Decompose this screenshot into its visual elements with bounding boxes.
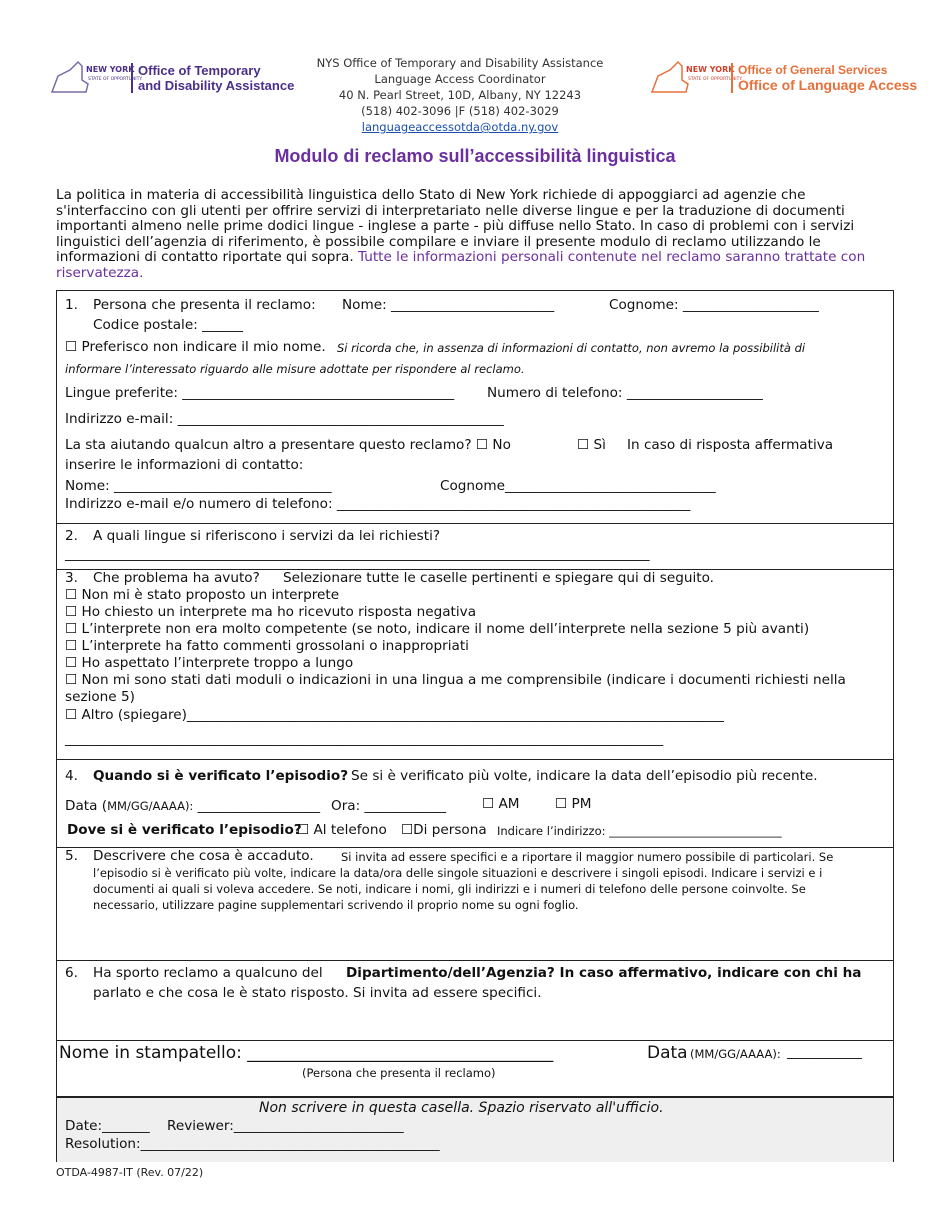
postal-code-field[interactable]: Codice postale: ______: [93, 317, 243, 333]
first-name-field[interactable]: Nome: ________________________: [342, 297, 555, 313]
form-code: OTDA-4987-IT (Rev. 07/22): [56, 1166, 204, 1179]
describe-label: Descrivere che cosa è accaduto.: [93, 848, 314, 864]
time-field[interactable]: Ora: ____________: [331, 798, 447, 814]
anonymous-checkbox[interactable]: ☐ Preferisco non indicare il mio nome.: [65, 339, 326, 355]
where-question: Dove si è verificato l’episodio?: [67, 822, 302, 838]
logo-state: NEW YORK: [86, 65, 135, 74]
reviewer-field: Reviewer:_________________________: [167, 1118, 404, 1134]
anonymous-note: Si ricorda che, in assenza di informazioni di contatto, non avremo la possibilità di: [337, 341, 806, 355]
helper-last-name-field[interactable]: Cognome_______________________________: [440, 478, 716, 494]
new-york-state-icon: [648, 58, 743, 98]
when-question: Quando si è verificato l’episodio?: [93, 768, 349, 784]
intro-paragraph: La politica in materia di accessibilità linguistica dello Stato di New York richiede di appoggiarci ad agenzie che s'interfaccino con gli utenti per offrire servizi di interpretariato nelle diverse lingue e per la traduzione di documenti importanti almeno nelle prime dodici lingue - inglese a parte - più diffuse nello Stato. In caso di problemi con i servizi linguistici dell’agenzia di riferimento, è possibile compilare e inviare il presente modulo di reclamo utilizzando le informazioni di contatto riportate qui sopra. Tutte le informazioni personali contenute nel reclamo saranno trattate con riservatezza.: [56, 187, 866, 281]
helping-yes-checkbox[interactable]: ☐ Sì: [577, 437, 606, 453]
otda-logo: [48, 58, 294, 98]
am-checkbox[interactable]: ☐ AM: [482, 796, 520, 812]
section-1: 1. Persona che presenta il reclamo: Nome: ________________________ Cognome: ____________________ Codice postale: ______ ☐ Preferisco non indicare il mio nome. Si ricorda che, in assenza di informazioni di contatto, non avremo la possibilità di informare l’interessato riguardo alle misure adottate per rispondere al reclamo. Lingue preferite: ________________________________________ Numero di telefono: ____________________ Indirizzo e-mail: ________________________________________________ La sta aiutando qualcun altro a presentare questo reclamo? ☐ No ☐ Sì In caso di risposta affermativa inserire le informazioni di contatto: Nome: ________________________________ Cognome_______________________________ Indirizzo e-mail e/o numero di telefono: ____________________________________________________: [65, 297, 834, 512]
section-5: 5. Descrivere che cosa è accaduto. Si invita ad essere specifici e a riportare il maggior numero possibile di particolari. Se l’episodio si è verificato più volte, indicare la data/ora delle singole situazioni e descrivere i singoli episodi. Indicare i servizi e i documenti ai quali si voleva accedere. Se noti, indicare i nomi, gli indirizzi e i numeri di telefono delle persone coinvolte. Se necessario, utilizzare pagine supplementari scrivendo il proprio nome su ogni foglio.: [57, 847, 893, 960]
header-contact: [300, 55, 620, 135]
option-incompetent[interactable]: ☐ L’interprete non era molto competente (se noto, indicare il nome dell’interprete nella sezione 5 più avanti): [65, 621, 810, 637]
languages-answer-line[interactable]: ______________________________________________________________________________________: [65, 546, 650, 562]
anonymous-note-2: informare l’interessato riguardo alle misure adottate per rispondere al reclamo.: [65, 362, 525, 376]
phone-field[interactable]: Numero di telefono: ____________________: [487, 385, 763, 401]
in-person-checkbox[interactable]: ☐Di persona: [401, 822, 487, 838]
languages-field[interactable]: Lingue preferite: ________________________________________: [65, 385, 455, 401]
confidentiality-note: Tutte le informazioni personali contenute nel reclamo saranno trattate con riservatezza.: [56, 249, 866, 281]
phone-fax: (518) 402-3096 |F (518) 402-3029: [361, 104, 559, 118]
complainant-label: Persona che presenta il reclamo:: [93, 297, 316, 313]
option-no-documents[interactable]: ☐ Non mi sono stati dati moduli o indicazioni in una lingua a me comprensibile (indicare i documenti richiesti nella: [65, 672, 846, 688]
option-other[interactable]: ☐ Altro (spiegare)_______________________________________________________________________________: [65, 707, 724, 723]
otda-logo-text: Office of Temporary and Disability Assistance: [131, 63, 294, 93]
sign-date-field[interactable]: ___________: [787, 1044, 862, 1060]
date-field[interactable]: __________________: [197, 798, 320, 814]
section-2: 2. A quali lingue si riferiscono i servizi da lei richiesti? ______________________________________________________________________________________: [57, 523, 893, 569]
languages-question: A quali lingue si riferiscono i servizi da lei richiesti?: [93, 528, 441, 544]
email-field[interactable]: Indirizzo e-mail: ________________________________________________: [65, 411, 504, 427]
address: 40 N. Pearl Street, 10D, Albany, NY 12243: [338, 88, 582, 102]
logo-state-sub: STATE OF OPPORTUNITY.: [688, 77, 743, 82]
email-link[interactable]: languageaccessotda@otda.ny.gov: [361, 120, 559, 134]
prior-complaint-question: Ha sporto reclamo a qualcuno del: [93, 965, 323, 981]
option-no-interpreter[interactable]: ☐ Non mi è stato proposto un interprete: [65, 587, 340, 603]
option-rude-comments[interactable]: ☐ L’interprete ha fatto commenti grossolani o inappropriati: [65, 638, 469, 654]
page-title: Modulo di reclamo sull’accessibilità linguistica: [274, 146, 676, 166]
problem-question: Che problema ha avuto?: [93, 570, 260, 586]
resolution-field: Resolution:____________________________________________: [65, 1136, 440, 1152]
ogs-logo-text: Office of General Services Office of Language Access: [731, 63, 917, 93]
option-denied[interactable]: ☐ Ho chiesto un interprete ma ho ricevuto risposta negativa: [65, 604, 477, 620]
section-6: 6. Ha sporto reclamo a qualcuno del Dipartimento/dell’Agenzia? In caso affermativo, indicare con chi ha parlato e che cosa le è stato risposto. Si invita ad essere specifici.: [57, 960, 893, 1040]
section-4: 4. Quando si è verificato l’episodio? Se si è verificato più volte, indicare la data dell’episodio più recente. Data (MM/GG/AAAA): __________________ Ora: ____________ ☐ AM ☐ PM Dove si è verificato l’episodio? ☐ Al telefono ☐Di persona Indicare l’indirizzo: ______________________________: [57, 759, 893, 847]
new-york-state-icon: [48, 58, 143, 98]
complaint-form: [56, 290, 894, 1162]
office-use-box: [57, 1096, 893, 1162]
coordinator: Language Access Coordinator: [374, 72, 546, 86]
office-date-field: Date:_______: [65, 1118, 150, 1134]
helper-first-name-field[interactable]: Nome: ________________________________: [65, 478, 332, 494]
pm-checkbox[interactable]: ☐ PM: [555, 796, 592, 812]
phone-checkbox[interactable]: ☐ Al telefono: [297, 822, 387, 838]
address-field[interactable]: ______________________________: [609, 824, 782, 838]
section-3: 3. Che problema ha avuto? Selezionare tutte le caselle pertinenti e spiegare qui di seguito. ☐ Non mi è stato proposto un interprete ☐ Ho chiesto un interprete ma ho ricevuto risposta negativa ☐ L’interprete non era molto competente (se noto, indicare il nome dell’interprete nella sezione 5 più avanti) ☐ L’interprete ha fatto commenti grossolani o inappropriati ☐ Ho aspettato l’interprete troppo a lungo ☐ Non mi sono stati dati moduli o indicazioni in una lingua a me comprensibile (indicare i documenti richiesti nella sezione 5) ☐ Altro (spiegare)_______________________________________________________________________________ ________________________________________________________________________________________: [57, 569, 893, 759]
logo-state-sub: STATE OF OPPORTUNITY.: [88, 77, 143, 82]
print-name-field[interactable]: Nome in stampatello: ____________________________________: [59, 1043, 554, 1063]
signature-section: Nome in stampatello: ____________________________________ Data (MM/GG/AAAA): ___________ (Persona che presenta il reclamo): [57, 1040, 893, 1096]
last-name-field[interactable]: Cognome: ____________________: [609, 297, 819, 313]
ogs-logo: [648, 58, 917, 98]
other-explanation-line[interactable]: ________________________________________________________________________________________: [65, 731, 664, 747]
office-use-title: Non scrivere in questa casella. Spazio riservato all'ufficio.: [259, 1100, 664, 1116]
option-long-wait[interactable]: ☐ Ho aspettato l’interprete troppo a lungo: [65, 655, 354, 671]
agency-name: NYS Office of Temporary and Disability Assistance: [316, 56, 604, 70]
helping-question[interactable]: La sta aiutando qualcun altro a presentare questo reclamo? ☐ No: [65, 437, 511, 453]
helper-contact-field[interactable]: Indirizzo e-mail e/o numero di telefono: ____________________________________________________: [65, 496, 691, 512]
logo-state: NEW YORK: [686, 65, 735, 74]
